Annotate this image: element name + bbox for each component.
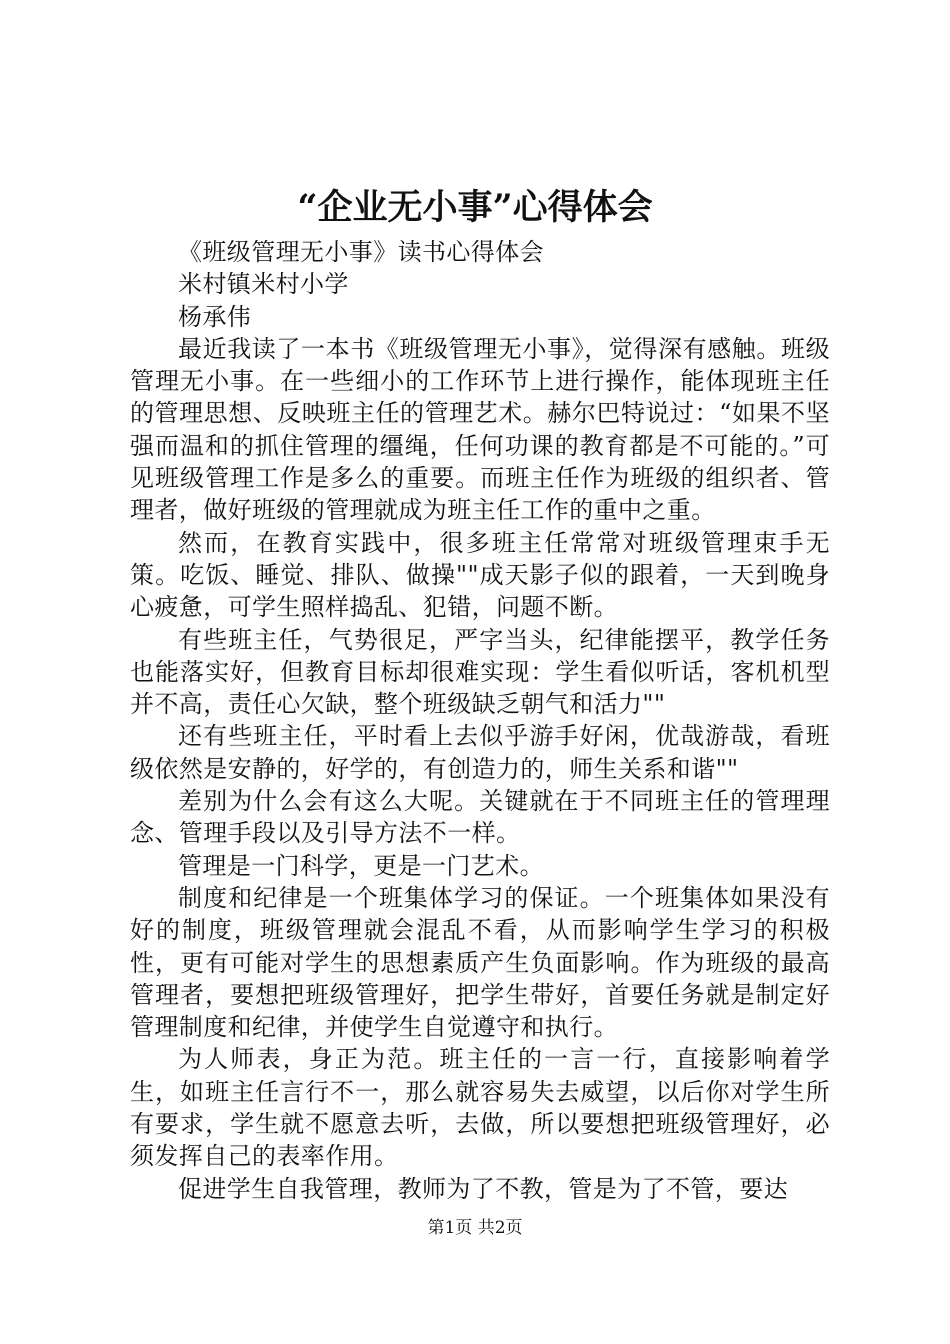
body-paragraph: 促进学生自我管理，教师为了不教，管是为了不管，要达 [178,1174,788,1203]
author-line: 杨承伟 [178,302,252,331]
body-paragraph: 制度和纪律是一个班集体学习的保证。一个班集体如果没有好的制度，班级管理就会混乱不看，从而影响学生学习的积极性，更有可能对学生的思想素质产生负面影响。作为班级的最高管理者，要想把班级管理好，把学生带好，首要任务就是制定好管理制度和纪律，并使学生自觉遵守和执行。 [130,883,830,1042]
body-paragraph: 最近我读了一本书《班级管理无小事》，觉得深有感触。班级管理无小事。在一些细小的工作环节上进行操作，能体现班主任的管理思想、反映班主任的管理艺术。赫尔巴特说过：“如果不坚强而温和的抓住管理的缰绳，任何功课的教育都是不可能的。”可见班级管理工作是多么的重要。而班主任作为班级的组织者、管理者，做好班级的管理就成为班主任工作的重中之重。 [130,334,830,525]
document-title: “企业无小事”心得体会 [297,187,653,228]
body-paragraph: 还有些班主任，平时看上去似乎游手好闲，优哉游哉，看班级依然是安静的，好学的，有创造力的，师生关系和谐"" [130,722,830,783]
body-paragraph: 差别为什么会有这么大呢。关键就在于不同班主任的管理理念、管理手段以及引导方法不一样。 [130,787,830,848]
body-paragraph: 然而，在教育实践中，很多班主任常常对班级管理束手无策。吃饭、睡觉、排队、做操""成天影子似的跟着，一天到晚身心疲惫，可学生照样捣乱、犯错，问题不断。 [130,528,830,622]
body-paragraph: 管理是一门科学，更是一门艺术。 [178,851,544,880]
subtitle-line: 《班级管理无小事》读书心得体会 [178,238,544,266]
body-paragraph: 有些班主任，气势很足，严字当头，纪律能摆平，教学任务也能落实好，但教育目标却很难实现：学生看似听话，客机机型并不高，责任心欠缺，整个班级缺乏朝气和活力"" [130,625,830,719]
body-paragraph: 为人师表，身正为范。班主任的一言一行，直接影响着学生，如班主任言行不一，那么就容易失去威望，以后你对学生所有要求，学生就不愿意去听，去做，所以要想把班级管理好，必须发挥自己的表率作用。 [130,1045,830,1171]
document-body [130,236,830,1205]
page-number-footer: 第1页 共2页 [427,1218,523,1238]
school-line: 米村镇米村小学 [178,270,349,299]
